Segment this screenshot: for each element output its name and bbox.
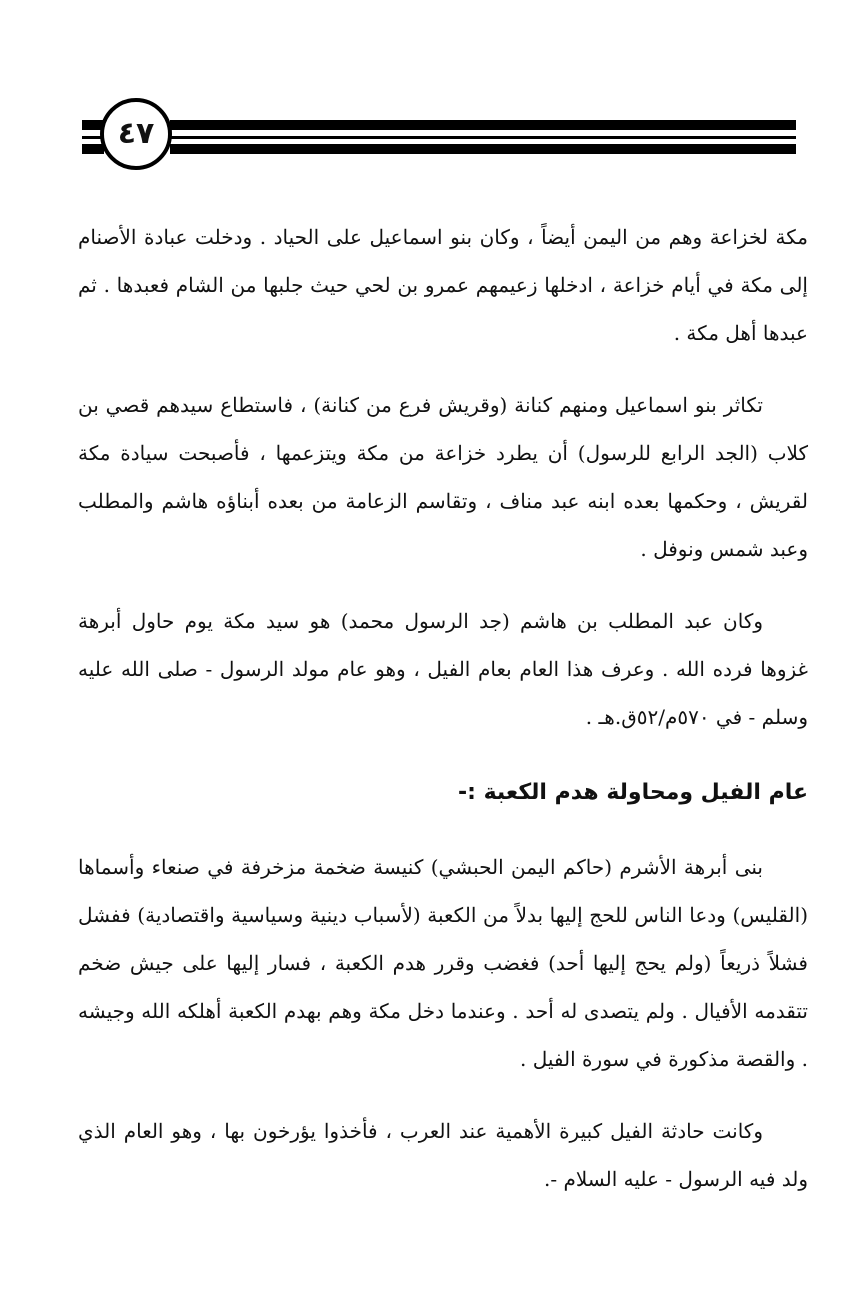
paragraph-continuation: مكة لخزاعة وهم من اليمن أيضاً ، وكان بنو اسماعيل على الحياد . ودخلت عبادة الأصنام إلى مكة في أيام خزاعة ، ادخلها زعيمهم عمرو بن لحي حيث جلبها من الشام فعبدها . ثم عبدها أهل مكة . [78, 225, 808, 345]
page-body [78, 213, 808, 1227]
paragraph: وكانت حادثة الفيل كبيرة الأهمية عند العرب ، فأخذوا يؤرخون بها ، وهو العام الذي ولد فيه الرسول - عليه السلام -. [78, 1119, 808, 1191]
header-rule-thick [170, 120, 796, 130]
header-rule-left-lower [82, 144, 104, 154]
page-number-badge [100, 98, 172, 170]
paragraph: بنى أبرهة الأشرم (حاكم اليمن الحبشي) كنيسة ضخمة مزخرفة في صنعاء وأسماها (القليس) ودعا الناس للحج إليها بدلاً من الكعبة (لأسباب دينية وسياسية واقتصادية) ففشل فشلاً ذريعاً (ولم يحج إليها أحد) فغضب وقرر هدم الكعبة ، فسار إليها على جيش ضخم تتقدمه الأفيال . ولم يتصدى له أحد . وعندما دخل مكة وهم بهدم الكعبة أهلكه الله وجيشه . والقصة مذكورة في سورة الفيل . [78, 855, 808, 1071]
page-number: ٤٧ [117, 116, 155, 151]
paragraph: تكاثر بنو اسماعيل ومنهم كنانة (وقريش فرع من كنانة) ، فاستطاع سيدهم قصي بن كلاب (الجد الرابع للرسول) أن يطرد خزاعة من مكة ويتزعمها ، فأصبحت سيادة مكة لقريش ، وحكمها بعده ابنه عبد مناف ، وتقاسم الزعامة من بعده أبناؤه هاشم والمطلب وعبد شمس ونوفل . [78, 393, 808, 561]
header-rule-thick-lower [170, 144, 796, 154]
page-header [0, 0, 854, 200]
paragraph: وكان عبد المطلب بن هاشم (جد الرسول محمد) هو سيد مكة يوم حاول أبرهة غزوها فرده الله . وعرف هذا العام بعام الفيل ، وهو عام مولد الرسول - صلى الله عليه وسلم - في ٥٧٠م/٥٢ق.هـ . [78, 609, 808, 729]
section-heading: عام الفيل ومحاولة هدم الكعبة :- [457, 780, 808, 805]
header-rule-thin [170, 136, 796, 139]
